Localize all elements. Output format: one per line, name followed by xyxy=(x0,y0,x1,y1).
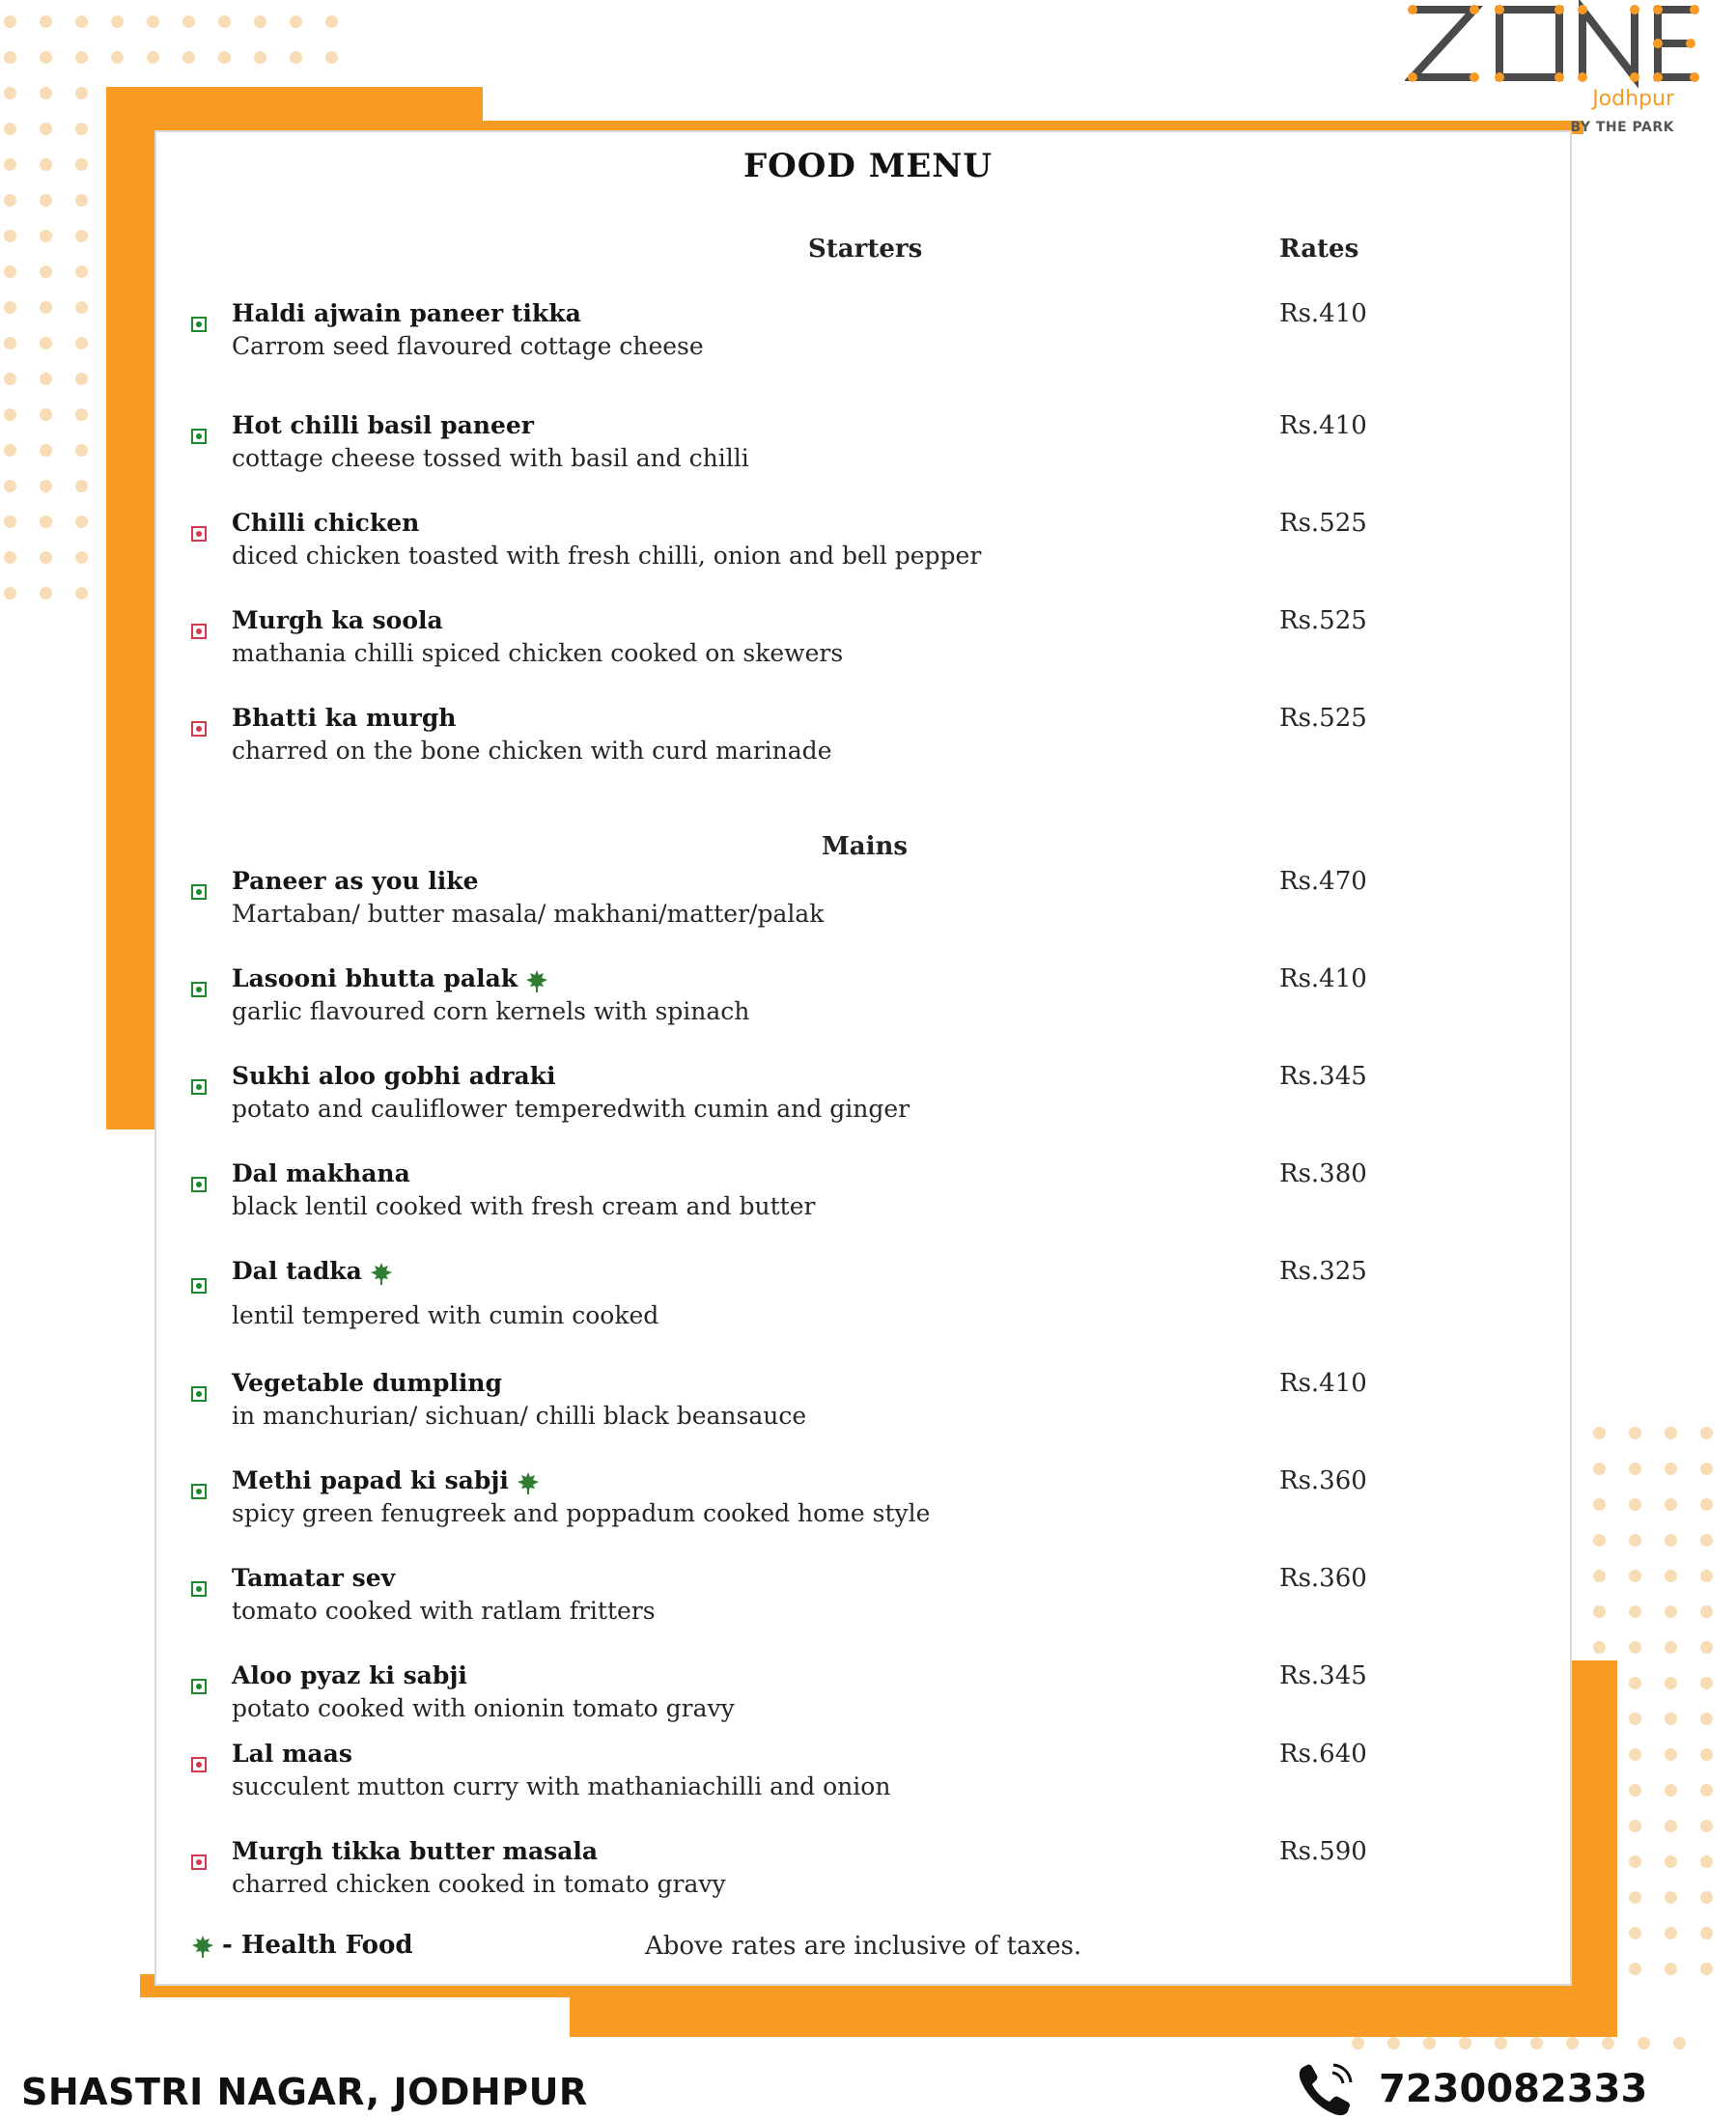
starters-title: Starters xyxy=(808,235,923,264)
item-name xyxy=(232,704,456,732)
decorative-dot xyxy=(4,408,16,421)
menu-item xyxy=(191,964,1408,1042)
mains-title: Mains xyxy=(822,832,909,861)
decorative-dot xyxy=(1602,2037,1614,2049)
decorative-dot xyxy=(1665,1963,1677,1975)
veg-icon xyxy=(191,1679,207,1694)
item-name-text: Bhatti ka murgh xyxy=(232,704,457,732)
decorative-dot xyxy=(147,51,159,64)
decorative-dot xyxy=(1352,2037,1364,2049)
decorative-dot xyxy=(1593,1641,1606,1654)
item-name-text: Methi papad ki sabji xyxy=(232,1466,509,1494)
item-price: Rs.410 xyxy=(1279,964,1367,993)
decorative-dot xyxy=(4,587,16,599)
decorative-dot xyxy=(40,551,52,564)
leaf-icon xyxy=(525,969,548,992)
phone-number: 7230082333 xyxy=(1379,2067,1648,2111)
decorative-dot xyxy=(1423,2037,1436,2049)
decorative-dot xyxy=(4,551,16,564)
item-name-text: Murgh tikka butter masala xyxy=(232,1837,599,1865)
decorative-dot xyxy=(40,444,52,457)
decorative-dot xyxy=(218,51,231,64)
veg-icon xyxy=(191,1484,207,1499)
decorative-dot xyxy=(1629,1427,1641,1439)
item-price: Rs.410 xyxy=(1279,299,1367,328)
item-description: Carrom seed flavoured cottage cheese xyxy=(232,332,704,360)
decorative-dot xyxy=(4,301,16,314)
decorative-dot xyxy=(40,516,52,528)
item-name-text: Tamatar sev xyxy=(232,1564,396,1592)
item-price: Rs.345 xyxy=(1279,1661,1367,1690)
decorative-dot xyxy=(325,51,338,64)
zone-logo xyxy=(1405,0,1709,140)
decorative-dot xyxy=(4,373,16,385)
address: SHASTRI NAGAR, JODHPUR xyxy=(21,2071,588,2113)
decorative-dot xyxy=(111,51,124,64)
decorative-dot xyxy=(1665,1498,1677,1511)
item-price: Rs.360 xyxy=(1279,1466,1367,1495)
veg-icon xyxy=(191,1278,207,1294)
item-name xyxy=(232,509,419,537)
item-description: garlic flavoured corn kernels with spinach xyxy=(232,997,750,1025)
menu-item xyxy=(191,1661,1408,1739)
nonveg-icon xyxy=(191,624,207,639)
decorative-dot xyxy=(325,15,338,28)
menu-item xyxy=(191,1466,1408,1544)
decorative-dot xyxy=(4,230,16,242)
item-price: Rs.470 xyxy=(1279,867,1367,896)
decorative-dot xyxy=(1665,1784,1677,1797)
decorative-dot xyxy=(1530,2037,1543,2049)
item-name xyxy=(232,1257,393,1285)
decorative-dot xyxy=(4,480,16,492)
item-name-text: Lasooni bhutta palak xyxy=(232,964,518,992)
item-price: Rs.525 xyxy=(1279,509,1367,538)
decorative-dot xyxy=(1629,1784,1641,1797)
decorative-dot xyxy=(4,87,16,99)
decorative-dot xyxy=(1593,1570,1606,1582)
item-name-text: Sukhi aloo gobhi adraki xyxy=(232,1062,556,1090)
item-price: Rs.345 xyxy=(1279,1062,1367,1091)
item-price: Rs.525 xyxy=(1279,704,1367,733)
item-name xyxy=(232,1564,395,1592)
decorative-dot xyxy=(1629,1570,1641,1582)
decorative-dot xyxy=(40,265,52,278)
item-price: Rs.640 xyxy=(1279,1740,1367,1769)
decorative-dot xyxy=(1629,1498,1641,1511)
decorative-dot xyxy=(1629,1713,1641,1725)
menu-item xyxy=(191,606,1408,683)
decorative-dot xyxy=(1593,1498,1606,1511)
menu-title: FOOD MENU xyxy=(743,147,993,185)
decorative-dot xyxy=(147,15,159,28)
veg-icon xyxy=(191,982,207,997)
decorative-dot xyxy=(40,230,52,242)
decorative-dot xyxy=(40,587,52,599)
item-name xyxy=(232,1369,502,1397)
menu-item xyxy=(191,1564,1408,1641)
decorative-dot xyxy=(4,444,16,457)
decorative-dot xyxy=(182,51,195,64)
item-description: diced chicken toasted with fresh chilli, onion and bell pepper xyxy=(232,542,982,570)
decorative-dot xyxy=(1629,1534,1641,1547)
decorative-dot xyxy=(4,516,16,528)
decorative-dot xyxy=(1700,1855,1713,1868)
decorative-dot xyxy=(1387,2037,1400,2049)
decorative-dot xyxy=(1700,1534,1713,1547)
item-description: charred on the bone chicken with curd marinade xyxy=(232,737,832,765)
item-name xyxy=(232,964,548,992)
decorative-dot xyxy=(1700,1748,1713,1761)
phone-icon xyxy=(1294,2061,1361,2119)
decorative-dot xyxy=(1593,1463,1606,1475)
decorative-dot xyxy=(1495,2037,1507,2049)
decorative-dot xyxy=(75,587,88,599)
leaf-icon xyxy=(517,1471,540,1494)
leaf-icon xyxy=(370,1262,393,1285)
decorative-dot xyxy=(1665,1605,1677,1618)
decorative-dot xyxy=(40,480,52,492)
item-description: potato and cauliflower temperedwith cumin and ginger xyxy=(232,1095,910,1123)
item-price: Rs.410 xyxy=(1279,1369,1367,1398)
decorative-dot xyxy=(4,15,16,28)
item-name-text: Lal maas xyxy=(232,1740,352,1768)
item-name xyxy=(232,1661,467,1689)
decorative-dot xyxy=(1700,1605,1713,1618)
decorative-dot xyxy=(75,15,88,28)
decorative-dot xyxy=(1593,1534,1606,1547)
decorative-dot xyxy=(1700,1570,1713,1582)
decorative-dot xyxy=(75,408,88,421)
decorative-dot xyxy=(75,301,88,314)
decorative-dot xyxy=(75,123,88,135)
decorative-dot xyxy=(1665,1641,1677,1654)
decorative-dot xyxy=(1665,1677,1677,1689)
veg-icon xyxy=(191,1386,207,1402)
decorative-dot xyxy=(4,194,16,207)
decorative-dot xyxy=(75,551,88,564)
decorative-dot xyxy=(290,51,302,64)
decorative-dot xyxy=(1673,2037,1686,2049)
item-price: Rs.590 xyxy=(1279,1837,1367,1866)
menu-item xyxy=(191,867,1408,944)
decorative-dot xyxy=(1700,1677,1713,1689)
item-description: spicy green fenugreek and poppadum cooked home style xyxy=(232,1499,931,1527)
item-name-text: Hot chilli basil paneer xyxy=(232,411,534,439)
item-description: potato cooked with onionin tomato gravy xyxy=(232,1694,735,1722)
decorative-dot xyxy=(1665,1748,1677,1761)
item-name-text: Dal tadka xyxy=(232,1257,362,1285)
item-name xyxy=(232,867,478,895)
decorative-dot xyxy=(1566,2037,1579,2049)
decorative-dot xyxy=(1665,1855,1677,1868)
decorative-dot xyxy=(1629,1963,1641,1975)
decorative-dot xyxy=(1700,1784,1713,1797)
decorative-dot xyxy=(1700,1963,1713,1975)
decorative-dot xyxy=(75,516,88,528)
decorative-dot xyxy=(1700,1498,1713,1511)
decorative-dot xyxy=(75,337,88,349)
decorative-dot xyxy=(1593,1605,1606,1618)
item-description: mathania chilli spiced chicken cooked on skewers xyxy=(232,639,844,667)
item-description: Martaban/ butter masala/ makhani/matter/palak xyxy=(232,900,825,928)
legend-label: - Health Food xyxy=(222,1931,413,1960)
decorative-dot xyxy=(40,373,52,385)
decorative-dot xyxy=(1629,1748,1641,1761)
item-name xyxy=(232,606,443,634)
veg-icon xyxy=(191,1177,207,1192)
menu-item xyxy=(191,1369,1408,1446)
decorative-dot xyxy=(40,51,52,64)
decorative-dot xyxy=(1665,1463,1677,1475)
veg-icon xyxy=(191,884,207,900)
decorative-dot xyxy=(1700,1891,1713,1904)
decorative-dot xyxy=(1459,2037,1471,2049)
item-name-text: Paneer as you like xyxy=(232,867,479,895)
nonveg-icon xyxy=(191,1854,207,1870)
decorative-dot xyxy=(4,51,16,64)
decorative-dot xyxy=(254,15,266,28)
menu-item xyxy=(191,411,1408,488)
decorative-dot xyxy=(40,123,52,135)
decorative-dot xyxy=(1700,1427,1713,1439)
veg-icon xyxy=(191,429,207,444)
item-name xyxy=(232,1466,540,1494)
decorative-dot xyxy=(40,408,52,421)
decorative-dot xyxy=(40,15,52,28)
decorative-dot xyxy=(1700,1713,1713,1725)
item-name-text: Aloo pyaz ki sabji xyxy=(232,1661,467,1689)
decorative-dot xyxy=(75,194,88,207)
decorative-dot xyxy=(1700,1641,1713,1654)
item-description: in manchurian/ sichuan/ chilli black beansauce xyxy=(232,1402,807,1430)
decorative-dot xyxy=(1629,1855,1641,1868)
item-description: succulent mutton curry with mathaniachilli and onion xyxy=(232,1772,891,1800)
decorative-dot xyxy=(1700,1463,1713,1475)
item-name xyxy=(232,1159,410,1187)
decorative-dot xyxy=(254,51,266,64)
decorative-dot xyxy=(1593,1427,1606,1439)
veg-icon xyxy=(191,317,207,332)
decorative-dot xyxy=(111,15,124,28)
decorative-dot xyxy=(75,51,88,64)
decorative-dot xyxy=(1665,1820,1677,1832)
decorative-dot xyxy=(75,373,88,385)
item-name xyxy=(232,1062,556,1090)
item-price: Rs.525 xyxy=(1279,606,1367,635)
decorative-dot xyxy=(1665,1427,1677,1439)
decorative-dot xyxy=(182,15,195,28)
decorative-dot xyxy=(75,87,88,99)
health-food-legend xyxy=(191,1931,413,1960)
item-description: charred chicken cooked in tomato gravy xyxy=(232,1870,726,1898)
menu-item xyxy=(191,1257,1408,1334)
decorative-dot xyxy=(1629,1463,1641,1475)
decorative-dot xyxy=(1665,1570,1677,1582)
decorative-dot xyxy=(1629,1641,1641,1654)
item-description: lentil tempered with cumin cooked xyxy=(232,1301,659,1329)
item-description: cottage cheese tossed with basil and chilli xyxy=(232,444,749,472)
decorative-dot xyxy=(4,337,16,349)
decorative-dot xyxy=(40,337,52,349)
menu-item xyxy=(191,299,1408,376)
item-description: black lentil cooked with fresh cream and butter xyxy=(232,1192,816,1220)
item-name-text: Vegetable dumpling xyxy=(232,1369,502,1397)
decorative-dot xyxy=(1700,1820,1713,1832)
menu-item xyxy=(191,1062,1408,1139)
item-name xyxy=(232,299,581,327)
item-price: Rs.380 xyxy=(1279,1159,1367,1188)
nonveg-icon xyxy=(191,1757,207,1772)
menu-item xyxy=(191,1159,1408,1237)
menu-item xyxy=(191,509,1408,586)
rates-header: Rates xyxy=(1279,235,1359,264)
decorative-dot xyxy=(1665,1927,1677,1939)
item-name-text: Chilli chicken xyxy=(232,509,420,537)
decorative-dot xyxy=(1665,1891,1677,1904)
decorative-dot xyxy=(1629,1605,1641,1618)
decorative-dot xyxy=(40,194,52,207)
item-price: Rs.410 xyxy=(1279,411,1367,440)
decorative-dot xyxy=(75,265,88,278)
decorative-dot xyxy=(290,15,302,28)
decorative-dot xyxy=(1629,1927,1641,1939)
decorative-dot xyxy=(4,123,16,135)
zone-logo-mark xyxy=(1405,0,1709,92)
item-name xyxy=(232,411,534,439)
logo-byline: BY THE PARK xyxy=(1570,120,1674,135)
item-price: Rs.325 xyxy=(1279,1257,1367,1286)
decorative-dot xyxy=(218,15,231,28)
item-name-text: Murgh ka soola xyxy=(232,606,443,634)
decorative-dot xyxy=(75,230,88,242)
menu-item xyxy=(191,1740,1408,1817)
tax-note: Above rates are inclusive of taxes. xyxy=(645,1932,1082,1961)
nonveg-icon xyxy=(191,526,207,542)
decorative-dot xyxy=(4,265,16,278)
decorative-dot xyxy=(75,444,88,457)
decorative-dot xyxy=(1629,1820,1641,1832)
leaf-icon xyxy=(191,1935,214,1958)
decorative-dot xyxy=(1700,1927,1713,1939)
decorative-dot xyxy=(1665,1713,1677,1725)
item-description: tomato cooked with ratlam fritters xyxy=(232,1597,656,1625)
item-name xyxy=(232,1837,598,1865)
decorative-dot xyxy=(40,301,52,314)
decorative-dot xyxy=(75,480,88,492)
veg-icon xyxy=(191,1079,207,1095)
item-price: Rs.360 xyxy=(1279,1564,1367,1593)
logo-city: Jodhpur xyxy=(1592,87,1674,111)
decorative-dot xyxy=(1665,1534,1677,1547)
decorative-dot xyxy=(40,87,52,99)
decorative-dot xyxy=(1629,1891,1641,1904)
item-name xyxy=(232,1740,352,1768)
nonveg-icon xyxy=(191,721,207,737)
decorative-dot xyxy=(1638,2037,1650,2049)
item-name-text: Dal makhana xyxy=(232,1159,410,1187)
veg-icon xyxy=(191,1581,207,1597)
decorative-dot xyxy=(1629,1677,1641,1689)
item-name-text: Haldi ajwain paneer tikka xyxy=(232,299,581,327)
menu-item xyxy=(191,704,1408,781)
menu-item xyxy=(191,1837,1408,1914)
